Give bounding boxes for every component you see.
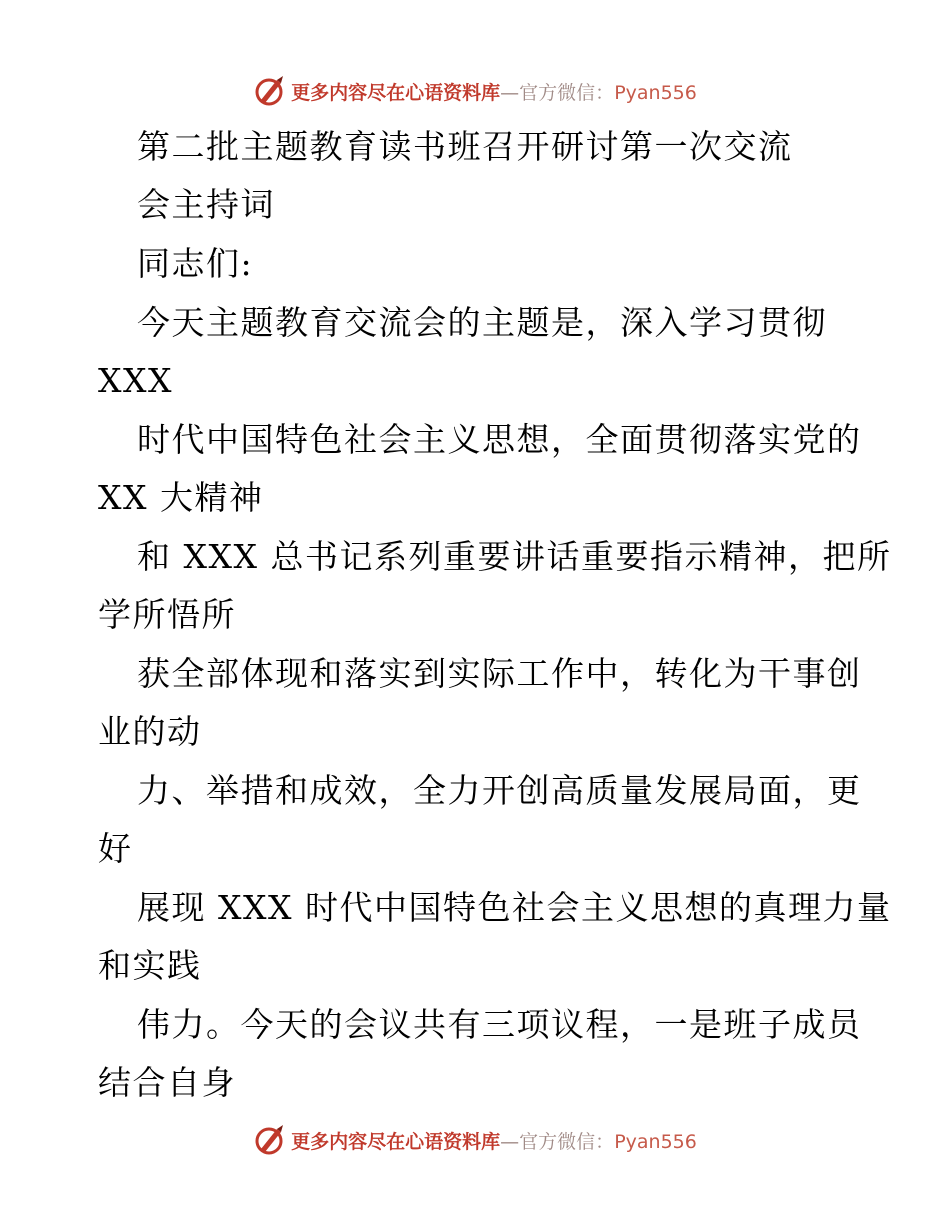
paragraph-line: 获全部体现和落实到实际工作中，转化为干事创	[137, 654, 862, 693]
paragraph-line: 今天主题教育交流会的主题是，深入学习贯彻	[137, 303, 827, 342]
paragraph-line: 学所悟所	[98, 595, 236, 634]
paragraph-line: 时代中国特色社会主义思想，全面贯彻落实党的	[137, 420, 862, 459]
watermark-official: 官方微信：	[519, 81, 615, 104]
watermark-text	[291, 1127, 697, 1154]
header-watermark	[0, 69, 950, 113]
watermark-main: 更多内容尽在心语资料库	[291, 81, 501, 104]
paragraph-line: 伟力。今天的会议共有三项议程，一是班子成员	[137, 1005, 862, 1044]
watermark-account: Pyan556	[614, 1130, 697, 1153]
watermark-dash: —	[500, 1130, 520, 1153]
paragraph-line: 和实践	[98, 946, 202, 985]
paragraph-line: 展现 XXX 时代中国特色社会主义思想的真理力量	[137, 888, 892, 927]
watermark-official: 官方微信：	[519, 1130, 615, 1153]
watermark-main: 更多内容尽在心语资料库	[291, 1130, 501, 1153]
salutation: 同志们:	[137, 244, 254, 283]
paragraph-line: 好	[98, 829, 133, 868]
watermark-dash: —	[500, 81, 520, 104]
document-title-line-1: 第二批主题教育读书班召开研讨第一次交流	[137, 127, 793, 166]
watermark-text	[291, 78, 697, 105]
footer-watermark	[0, 1118, 950, 1162]
document-title-line-2: 会主持词	[137, 185, 275, 224]
paragraph-line: 业的动	[98, 712, 202, 751]
paragraph-line: XX 大精神	[98, 478, 264, 517]
pen-logo-icon	[253, 1123, 287, 1157]
paragraph-line: 和 XXX 总书记系列重要讲话重要指示精神，把所	[137, 537, 892, 576]
pen-logo-icon	[253, 74, 287, 108]
watermark-account: Pyan556	[614, 81, 697, 104]
paragraph-line: 力、举措和成效，全力开创高质量发展局面，更	[137, 771, 862, 810]
paragraph-line: XXX	[98, 361, 173, 400]
paragraph-line: 结合自身	[98, 1063, 236, 1102]
